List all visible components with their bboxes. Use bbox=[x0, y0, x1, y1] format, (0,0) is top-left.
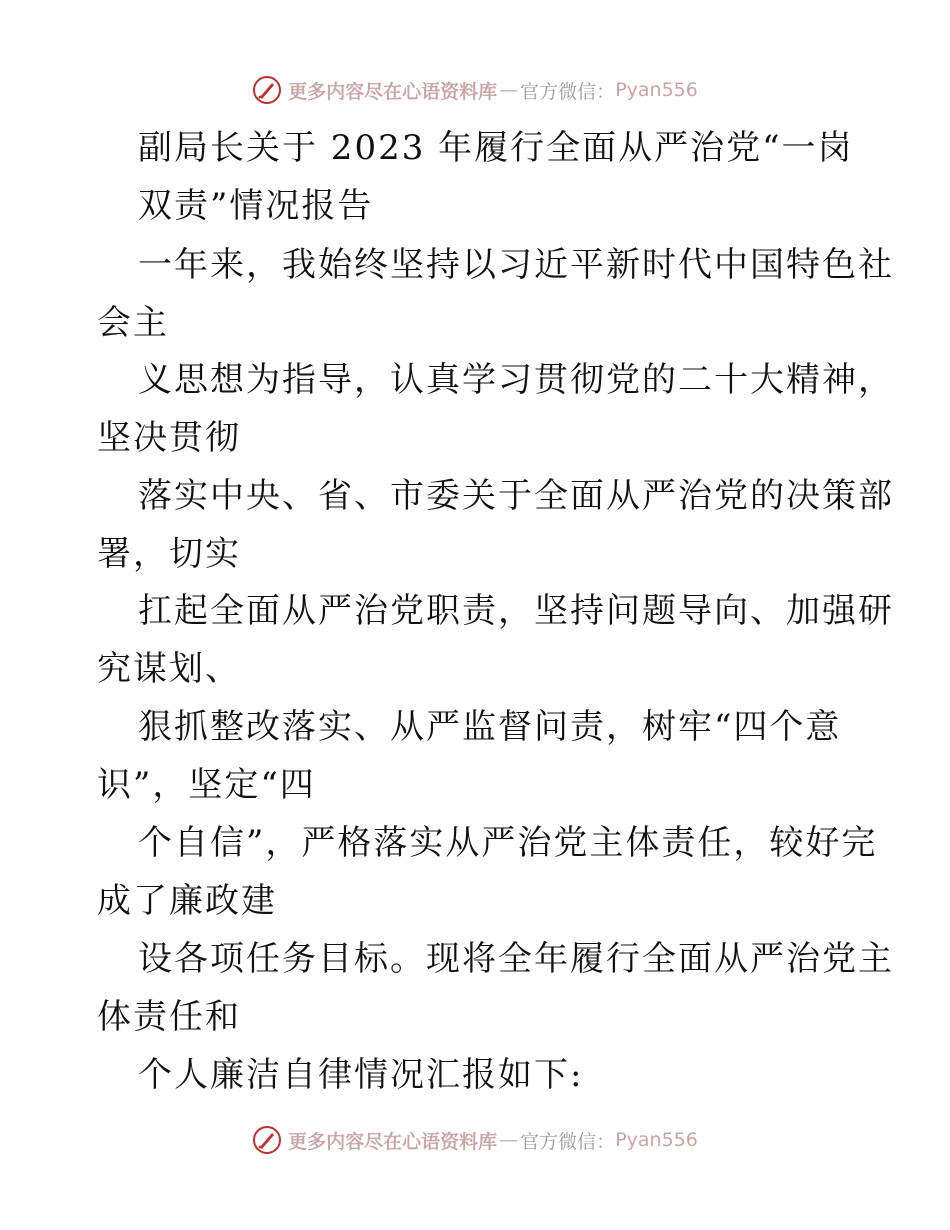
body-line: 扛起全面从严治党职责，坚持问题导向、加强研 bbox=[138, 591, 894, 631]
body-line: 识”，坚定“四 bbox=[97, 765, 316, 805]
watermark-wechat-label: 官方微信： bbox=[520, 80, 616, 103]
header-watermark bbox=[0, 70, 950, 110]
watermark-wechat-label: 官方微信： bbox=[520, 1130, 616, 1153]
watermark-text: 更多内容尽在心语资料库 bbox=[288, 80, 498, 103]
watermark-dash: — bbox=[499, 79, 519, 101]
body-line: 狠抓整改落实、从严监督问责，树牢“四个意 bbox=[138, 707, 842, 747]
body-line: 一年来，我始终坚持以习近平新时代中国特色社 bbox=[138, 245, 894, 285]
quill-pen-logo-icon bbox=[252, 75, 282, 105]
body-line: 体责任和 bbox=[97, 997, 241, 1037]
document-title-line-1: 副局长关于 2023 年履行全面从严治党“一岗 bbox=[138, 128, 854, 168]
watermark-dash: — bbox=[499, 1129, 519, 1151]
body-line: 设各项任务目标。现将全年履行全面从严治党主 bbox=[138, 939, 894, 979]
body-line: 成了廉政建 bbox=[97, 881, 277, 921]
body-line: 个自信”，严格落实从严治党主体责任，较好完 bbox=[138, 823, 878, 863]
body-line: 义思想为指导，认真学习贯彻党的二十大精神， bbox=[138, 360, 894, 400]
footer-watermark bbox=[0, 1120, 950, 1160]
body-line: 究谋划、 bbox=[97, 649, 241, 689]
document-title-line-2: 双责”情况报告 bbox=[138, 186, 374, 226]
body-line: 署，切实 bbox=[97, 534, 241, 574]
quill-pen-logo-icon bbox=[252, 1125, 282, 1155]
watermark-wechat-id: Pyan556 bbox=[615, 1129, 698, 1151]
body-line: 个人廉洁自律情况汇报如下: bbox=[138, 1055, 584, 1095]
watermark-wechat-id: Pyan556 bbox=[615, 79, 698, 101]
body-line: 落实中央、省、市委关于全面从严治党的决策部 bbox=[138, 476, 894, 516]
body-line: 会主 bbox=[97, 303, 169, 343]
body-line: 坚决贯彻 bbox=[97, 418, 241, 458]
watermark-text: 更多内容尽在心语资料库 bbox=[288, 1130, 498, 1153]
